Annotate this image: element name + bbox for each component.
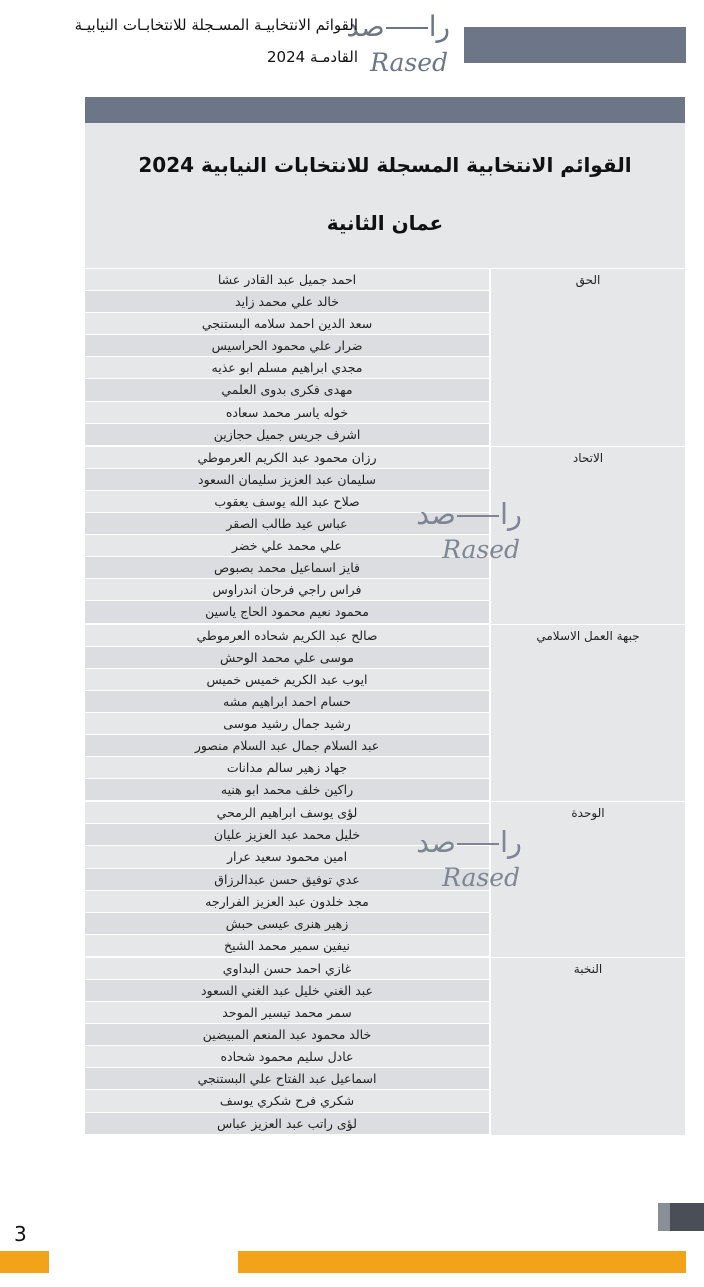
list-cell bbox=[489, 269, 685, 446]
page-number: 3 bbox=[14, 1222, 27, 1246]
list-group bbox=[85, 801, 685, 957]
watermark-logo: راصد Rased bbox=[416, 497, 522, 564]
list-cell bbox=[489, 958, 685, 1135]
candidate-name: صلاح عبد الله يوسف يعقوب bbox=[85, 491, 489, 513]
candidate-name: رزان محمود عبد الكريم العرموطي bbox=[85, 447, 489, 469]
candidate-lists-table bbox=[85, 97, 685, 1135]
candidate-name: اشرف جريس جميل حجازين bbox=[85, 424, 489, 446]
footer-accent-left bbox=[0, 1251, 49, 1273]
candidate-name: موسى علي محمد الوحش bbox=[85, 647, 489, 669]
list-groups bbox=[85, 268, 685, 1135]
footer-accent-right bbox=[238, 1251, 686, 1273]
candidate-name: مجدي ابراهيم مسلم ابو عذيه bbox=[85, 357, 489, 379]
list-group bbox=[85, 268, 685, 446]
candidate-name: اسماعيل عبد الفتاح علي البستنجي bbox=[85, 1068, 489, 1090]
candidate-name: امين محمود سعيد عرار bbox=[85, 846, 489, 868]
candidate-name: غازي احمد حسن البداوي bbox=[85, 958, 489, 980]
candidate-name: سمر محمد تيسير الموحد bbox=[85, 1002, 489, 1024]
logo-latin: Rased bbox=[370, 48, 448, 77]
list-name: النخبة bbox=[573, 961, 603, 976]
list-cell bbox=[489, 625, 685, 802]
candidate-name: لؤى يوسف ابراهيم الرمحي bbox=[85, 802, 489, 824]
candidate-name: عادل سليم محمود شحاده bbox=[85, 1046, 489, 1068]
list-name: الاتحاد bbox=[572, 450, 604, 465]
watermark-latin: Rased bbox=[442, 863, 520, 892]
candidate-name: لؤى راتب عبد العزيز عباس bbox=[85, 1113, 489, 1135]
district-name: عمان الثانية bbox=[326, 211, 444, 235]
candidate-name: جهاد زهير سالم مدانات bbox=[85, 757, 489, 779]
logo-arabic: راصد bbox=[346, 10, 450, 43]
list-name: الحق bbox=[575, 273, 601, 287]
table-top-bar bbox=[85, 97, 685, 123]
list-group bbox=[85, 957, 685, 1135]
candidate-name: زهير هنرى عيسى حبش bbox=[85, 913, 489, 935]
candidate-name: خالد محمود عبد المنعم المبيضين bbox=[85, 1024, 489, 1046]
header-bar bbox=[464, 27, 686, 63]
footer-square-light bbox=[658, 1203, 670, 1231]
candidate-name: عبد السلام جمال عبد السلام منصور bbox=[85, 735, 489, 757]
candidate-name: خوله ياسر محمد سعاده bbox=[85, 402, 489, 424]
candidate-name: مجد خلدون عبد العزيز الفرارجه bbox=[85, 891, 489, 913]
candidate-name: نيفين سمير محمد الشيخ bbox=[85, 935, 489, 957]
candidate-name: عدي توفيق حسن عبدالرزاق bbox=[85, 869, 489, 891]
candidate-name: راكين خلف محمد ابو هنيه bbox=[85, 779, 489, 801]
candidate-name: محمود نعيم محمود الحاج ياسين bbox=[85, 601, 489, 623]
list-name: الوحدة bbox=[571, 806, 605, 821]
candidate-name: ايوب عبد الكريم خميس خميس bbox=[85, 669, 489, 691]
candidate-names bbox=[85, 447, 489, 624]
candidate-name: عباس عيد طالب الصقر bbox=[85, 513, 489, 535]
candidate-name: فراس راجي فرحان اندراوس bbox=[85, 579, 489, 601]
candidate-name: صالح عبد الكريم شحاده العرموطي bbox=[85, 625, 489, 647]
candidate-name: خالد علي محمد زايد bbox=[85, 291, 489, 313]
list-name: جبهة العمل الاسلامي bbox=[536, 628, 640, 643]
candidate-name: خليل محمد عبد العزيز عليان bbox=[85, 824, 489, 846]
footer-square-dark bbox=[670, 1203, 704, 1231]
watermark-logo: راصد Rased bbox=[416, 825, 522, 892]
candidate-name: سليمان عبد العزيز سليمان السعود bbox=[85, 469, 489, 491]
header-title: القوائم الانتخابيـة المسـجلة للانتخابـات النيابيـة bbox=[74, 16, 358, 34]
candidate-name: فايز اسماعيل محمد بصبوص bbox=[85, 557, 489, 579]
candidate-name: رشيد جمال رشيد موسى bbox=[85, 713, 489, 735]
candidate-name: عبد الغني خليل عبد الغني السعود bbox=[85, 980, 489, 1002]
rased-logo bbox=[346, 10, 456, 78]
header-subtitle: القادمـة 2024 bbox=[266, 48, 358, 66]
table-title-block bbox=[85, 123, 685, 268]
candidate-name: مهدى فكرى بدوى العلمي bbox=[85, 379, 489, 401]
candidate-name: شكري فرح شكري يوسف bbox=[85, 1090, 489, 1112]
candidate-names bbox=[85, 269, 489, 446]
candidate-name: سعد الدين احمد سلامه البستنجي bbox=[85, 313, 489, 335]
candidate-name: حسام احمد ابراهيم مشه bbox=[85, 691, 489, 713]
table-title: القوائم الانتخابية المسجلة للانتخابات النيابية 2024 bbox=[138, 153, 632, 177]
candidate-names bbox=[85, 958, 489, 1135]
candidate-names bbox=[85, 625, 489, 802]
candidate-name: علي محمد علي خضر bbox=[85, 535, 489, 557]
candidate-name: ضرار علي محمود الحراسيس bbox=[85, 335, 489, 357]
candidate-name: احمد جميل عبد القادر عشا bbox=[85, 269, 489, 291]
list-group bbox=[85, 446, 685, 624]
list-group bbox=[85, 624, 685, 802]
watermark-latin: Rased bbox=[442, 535, 520, 564]
